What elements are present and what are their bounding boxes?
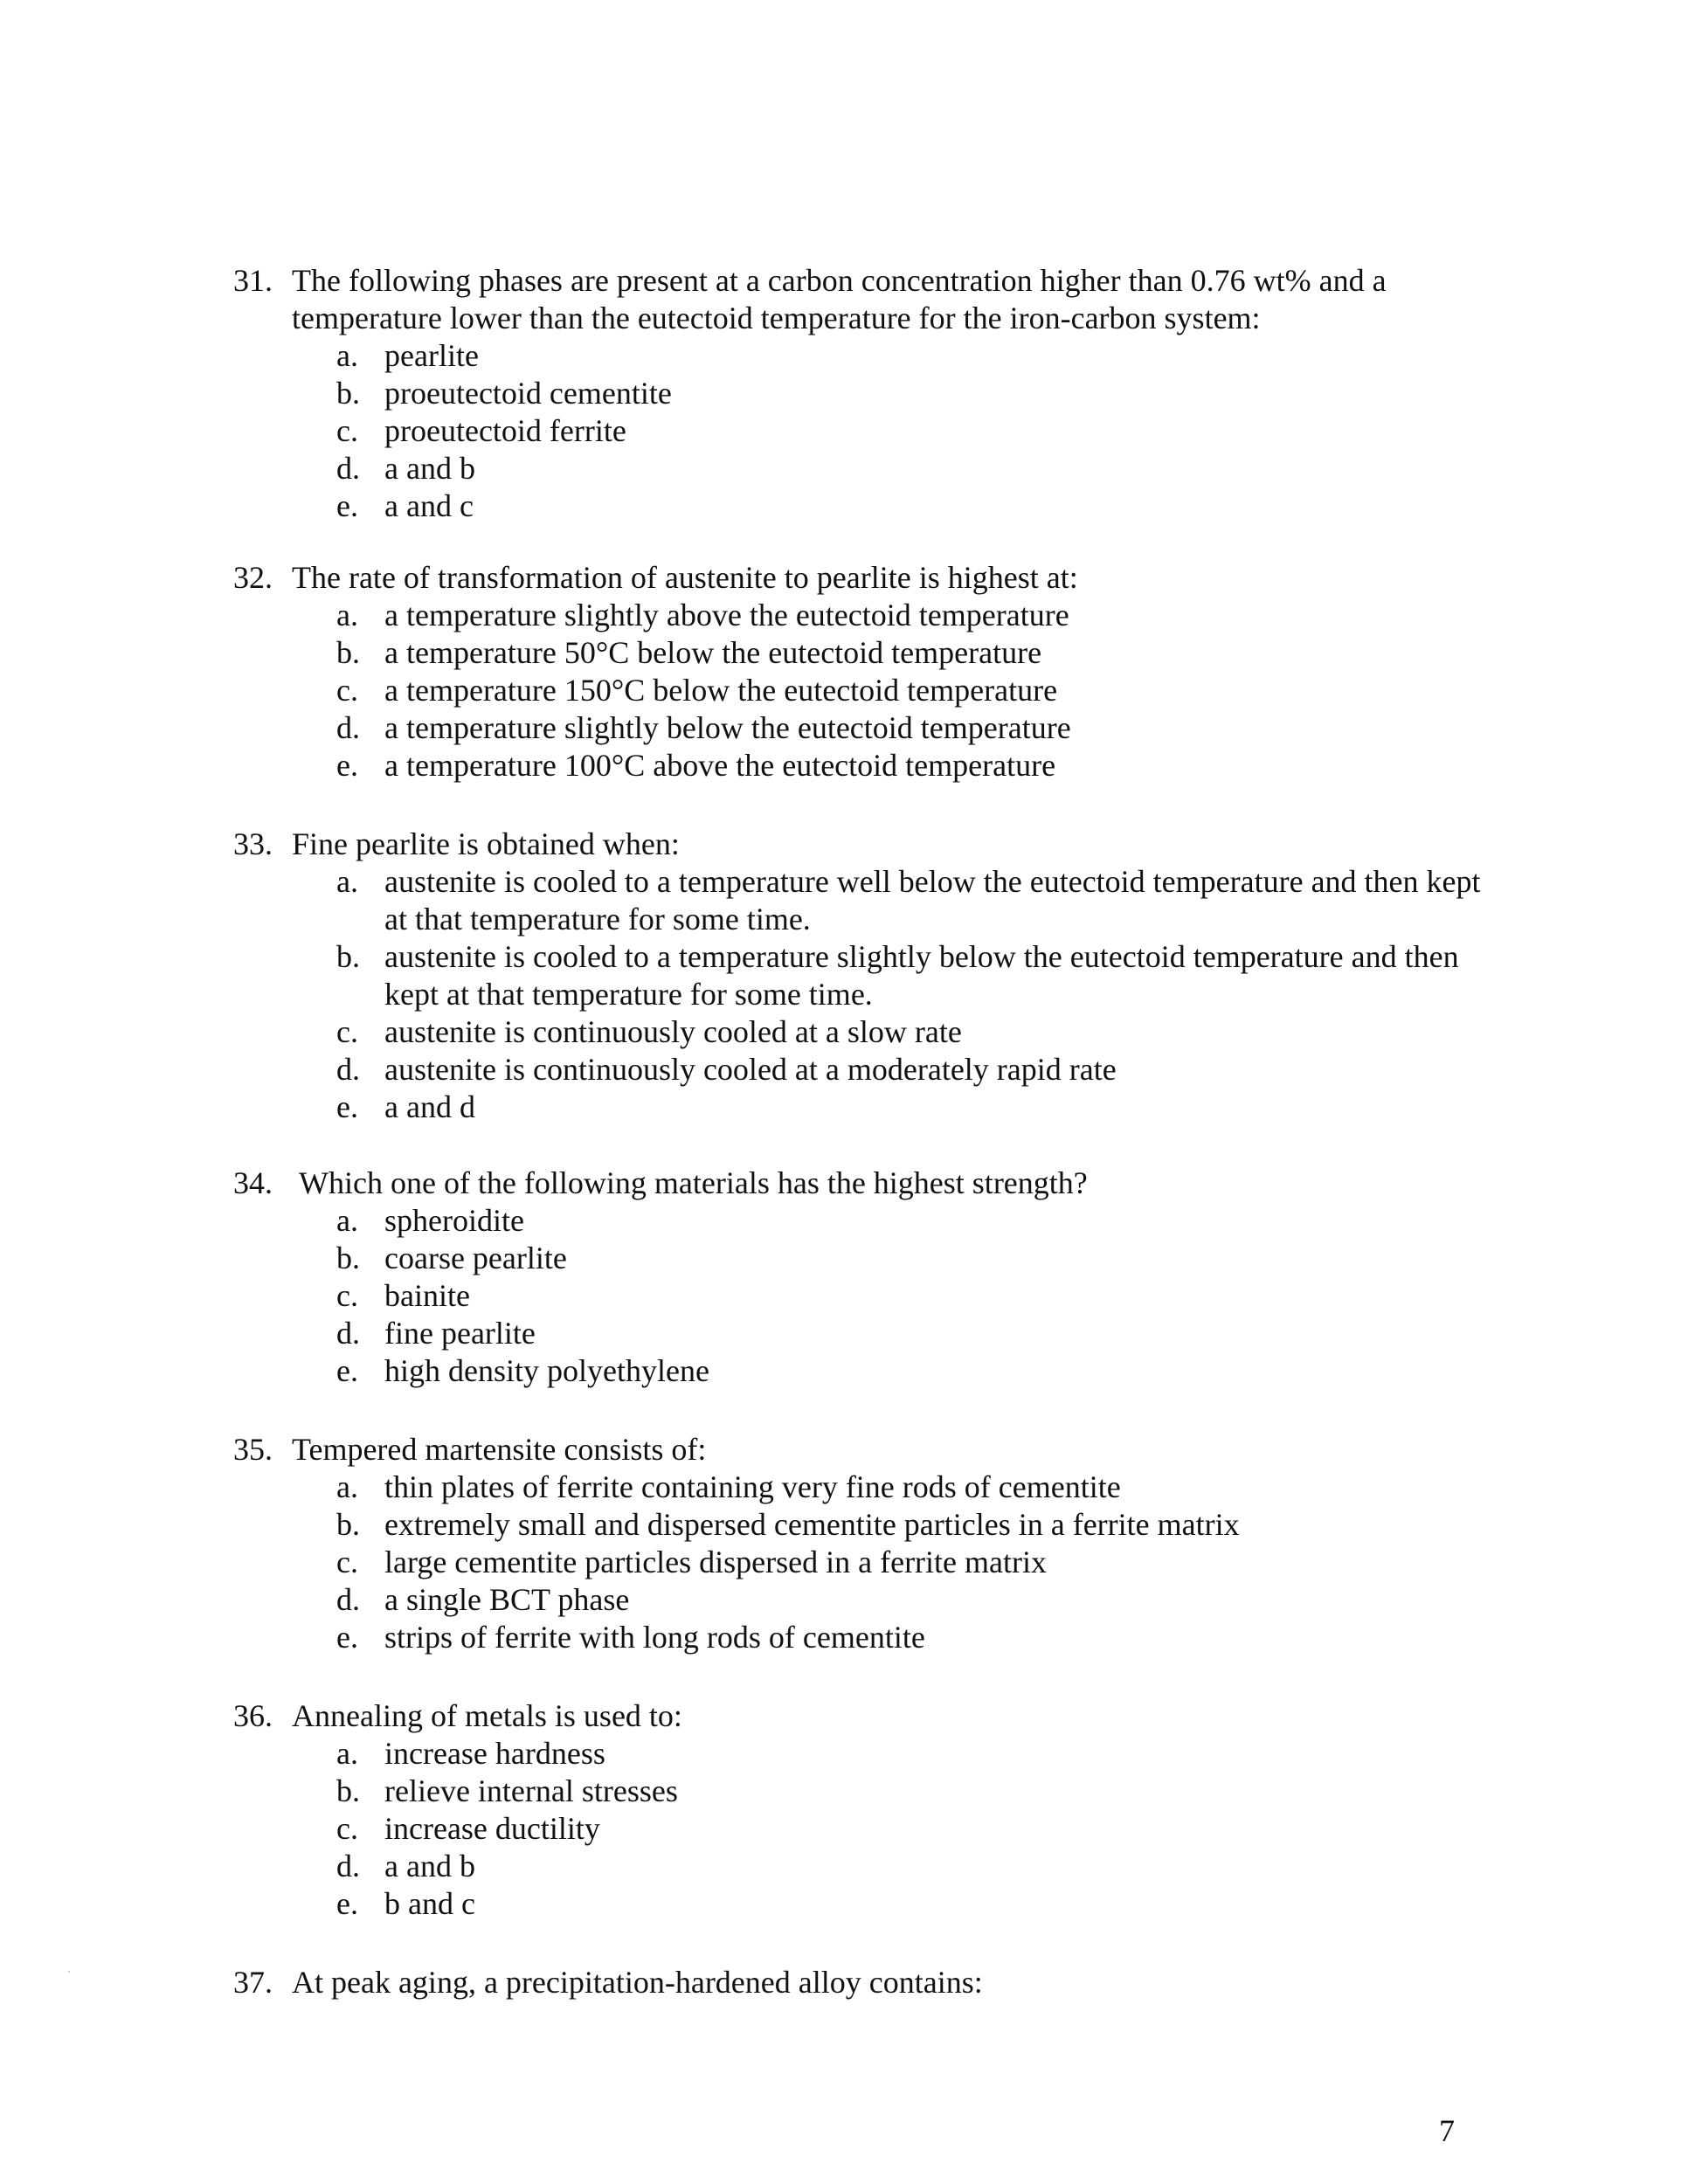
option-letter: e. <box>336 488 358 523</box>
option-letter: b. <box>336 635 360 670</box>
option-letter: c. <box>336 1278 358 1313</box>
question-text: Which one of the following materials has the highest strength? <box>299 1165 1088 1200</box>
option-letter: c. <box>336 413 358 448</box>
answer-option <box>336 672 1491 709</box>
option-text: extremely small and dispersed cementite particles in a ferrite matrix <box>384 1507 1240 1542</box>
option-text: bainite <box>384 1278 470 1313</box>
option-text: austenite is continuously cooled at a moderately rapid rate <box>384 1052 1117 1087</box>
answer-option <box>336 1619 1491 1656</box>
answer-option <box>336 337 1491 375</box>
question-36 <box>233 1697 1491 1923</box>
question-text: The following phases are present at a carbon concentration higher than 0.76 wt% and a temperature lower than the eutectoid temperature for the iron-carbon system: <box>292 263 1387 335</box>
option-letter: d. <box>336 1316 360 1351</box>
answer-option <box>336 450 1491 487</box>
option-text: a and c <box>384 488 474 523</box>
question-stem <box>233 1697 1491 1735</box>
option-text: proeutectoid ferrite <box>384 413 626 448</box>
question-text: Fine pearlite is obtained when: <box>292 826 680 861</box>
question-stem <box>233 1431 1491 1469</box>
answer-options <box>336 1735 1491 1923</box>
option-letter: b. <box>336 376 360 411</box>
option-text: fine pearlite <box>384 1316 536 1351</box>
answer-option <box>336 375 1491 412</box>
option-letter: a. <box>336 1469 358 1504</box>
page-number: 7 <box>1439 2113 1455 2148</box>
option-text: austenite is continuously cooled at a slow rate <box>384 1014 962 1049</box>
option-letter: d. <box>336 1849 360 1883</box>
answer-option <box>336 747 1491 784</box>
question-35 <box>233 1431 1491 1656</box>
option-text: spheroidite <box>384 1203 524 1238</box>
option-letter: a. <box>336 864 358 899</box>
answer-option <box>336 1810 1491 1848</box>
option-letter: c. <box>336 1545 358 1579</box>
option-text: a temperature 150°C below the eutectoid temperature <box>384 673 1058 708</box>
option-text: a single BCT phase <box>384 1582 630 1617</box>
option-letter: e. <box>336 1353 358 1388</box>
question-stem <box>233 559 1491 597</box>
option-letter: e. <box>336 1886 358 1921</box>
answer-option <box>336 1277 1491 1315</box>
answer-options <box>336 597 1491 784</box>
option-letter: a. <box>336 1203 358 1238</box>
option-text: relieve internal stresses <box>384 1773 678 1808</box>
answer-options <box>336 1469 1491 1656</box>
answer-option <box>336 1013 1491 1051</box>
question-number: 37. <box>233 1965 273 2000</box>
option-text: increase hardness <box>384 1736 605 1771</box>
answer-option <box>336 1469 1491 1506</box>
option-letter: e. <box>336 748 358 783</box>
option-letter: d. <box>336 710 360 745</box>
scan-speck <box>68 1971 70 1973</box>
answer-option <box>336 1735 1491 1773</box>
question-number: 33. <box>233 826 273 861</box>
option-text: strips of ferrite with long rods of cementite <box>384 1620 925 1655</box>
answer-options <box>336 1202 1491 1390</box>
answer-option <box>336 1773 1491 1810</box>
option-letter: d. <box>336 1582 360 1617</box>
question-number: 32. <box>233 560 273 595</box>
answer-option <box>336 709 1491 747</box>
question-31 <box>233 262 1491 525</box>
option-text: a and b <box>384 1849 475 1883</box>
option-text: a and b <box>384 451 475 486</box>
option-text: a temperature slightly above the eutectoid temperature <box>384 598 1069 632</box>
answer-option <box>336 1506 1491 1544</box>
option-text: high density polyethylene <box>384 1353 709 1388</box>
option-text: a temperature slightly below the eutectoid temperature <box>384 710 1071 745</box>
question-32 <box>233 559 1491 784</box>
answer-options <box>336 337 1491 525</box>
question-number: 35. <box>233 1432 273 1467</box>
option-text: large cementite particles dispersed in a ferrite matrix <box>384 1545 1048 1579</box>
option-letter: b. <box>336 1241 360 1275</box>
option-text: austenite is cooled to a temperature well below the eutectoid temperature and then kept at that temperature for some time. <box>384 864 1481 936</box>
answer-option <box>336 938 1491 1013</box>
answer-option <box>336 1315 1491 1352</box>
question-stem <box>233 262 1491 337</box>
option-letter: a. <box>336 338 358 373</box>
answer-option <box>336 1089 1491 1126</box>
option-text: austenite is cooled to a temperature slightly below the eutectoid temperature and then kept at that temperature for some time. <box>384 939 1459 1012</box>
option-text: thin plates of ferrite containing very fine rods of cementite <box>384 1469 1121 1504</box>
option-letter: d. <box>336 451 360 486</box>
option-letter: b. <box>336 1773 360 1808</box>
option-letter: a. <box>336 1736 358 1771</box>
question-number: 36. <box>233 1698 273 1733</box>
question-34 <box>233 1165 1491 1390</box>
answer-option <box>336 1352 1491 1390</box>
answer-option <box>336 1202 1491 1240</box>
option-letter: b. <box>336 1507 360 1542</box>
answer-options <box>336 863 1491 1126</box>
question-text: Tempered martensite consists of: <box>292 1432 707 1467</box>
question-33 <box>233 826 1491 1126</box>
question-stem <box>233 826 1491 863</box>
answer-option <box>336 1581 1491 1619</box>
answer-option <box>336 1544 1491 1581</box>
option-text: b and c <box>384 1886 475 1921</box>
question-number: 34. <box>233 1165 273 1200</box>
answer-option <box>336 1051 1491 1089</box>
question-number: 31. <box>233 263 273 298</box>
option-text: pearlite <box>384 338 479 373</box>
question-text: Annealing of metals is used to: <box>292 1698 682 1733</box>
option-text: increase ductility <box>384 1811 600 1846</box>
question-stem <box>233 1964 1491 2001</box>
answer-option <box>336 1848 1491 1885</box>
option-letter: d. <box>336 1052 360 1087</box>
option-text: a temperature 100°C above the eutectoid temperature <box>384 748 1056 783</box>
option-text: a and d <box>384 1089 475 1124</box>
answer-option <box>336 634 1491 672</box>
answer-option <box>336 487 1491 525</box>
answer-option <box>336 863 1491 938</box>
option-letter: c. <box>336 673 358 708</box>
option-letter: e. <box>336 1089 358 1124</box>
answer-option <box>336 597 1491 634</box>
option-text: a temperature 50°C below the eutectoid temperature <box>384 635 1042 670</box>
option-letter: a. <box>336 598 358 632</box>
option-letter: c. <box>336 1811 358 1846</box>
answer-option <box>336 1240 1491 1277</box>
option-text: coarse pearlite <box>384 1241 567 1275</box>
question-text: At peak aging, a precipitation-hardened alloy contains: <box>292 1965 983 2000</box>
option-text: proeutectoid cementite <box>384 376 672 411</box>
answer-option <box>336 1885 1491 1923</box>
question-37 <box>233 1964 1491 2001</box>
question-stem <box>233 1165 1491 1202</box>
option-letter: c. <box>336 1014 358 1049</box>
option-letter: b. <box>336 939 360 974</box>
option-letter: e. <box>336 1620 358 1655</box>
question-text: The rate of transformation of austenite to pearlite is highest at: <box>292 560 1078 595</box>
answer-option <box>336 412 1491 450</box>
